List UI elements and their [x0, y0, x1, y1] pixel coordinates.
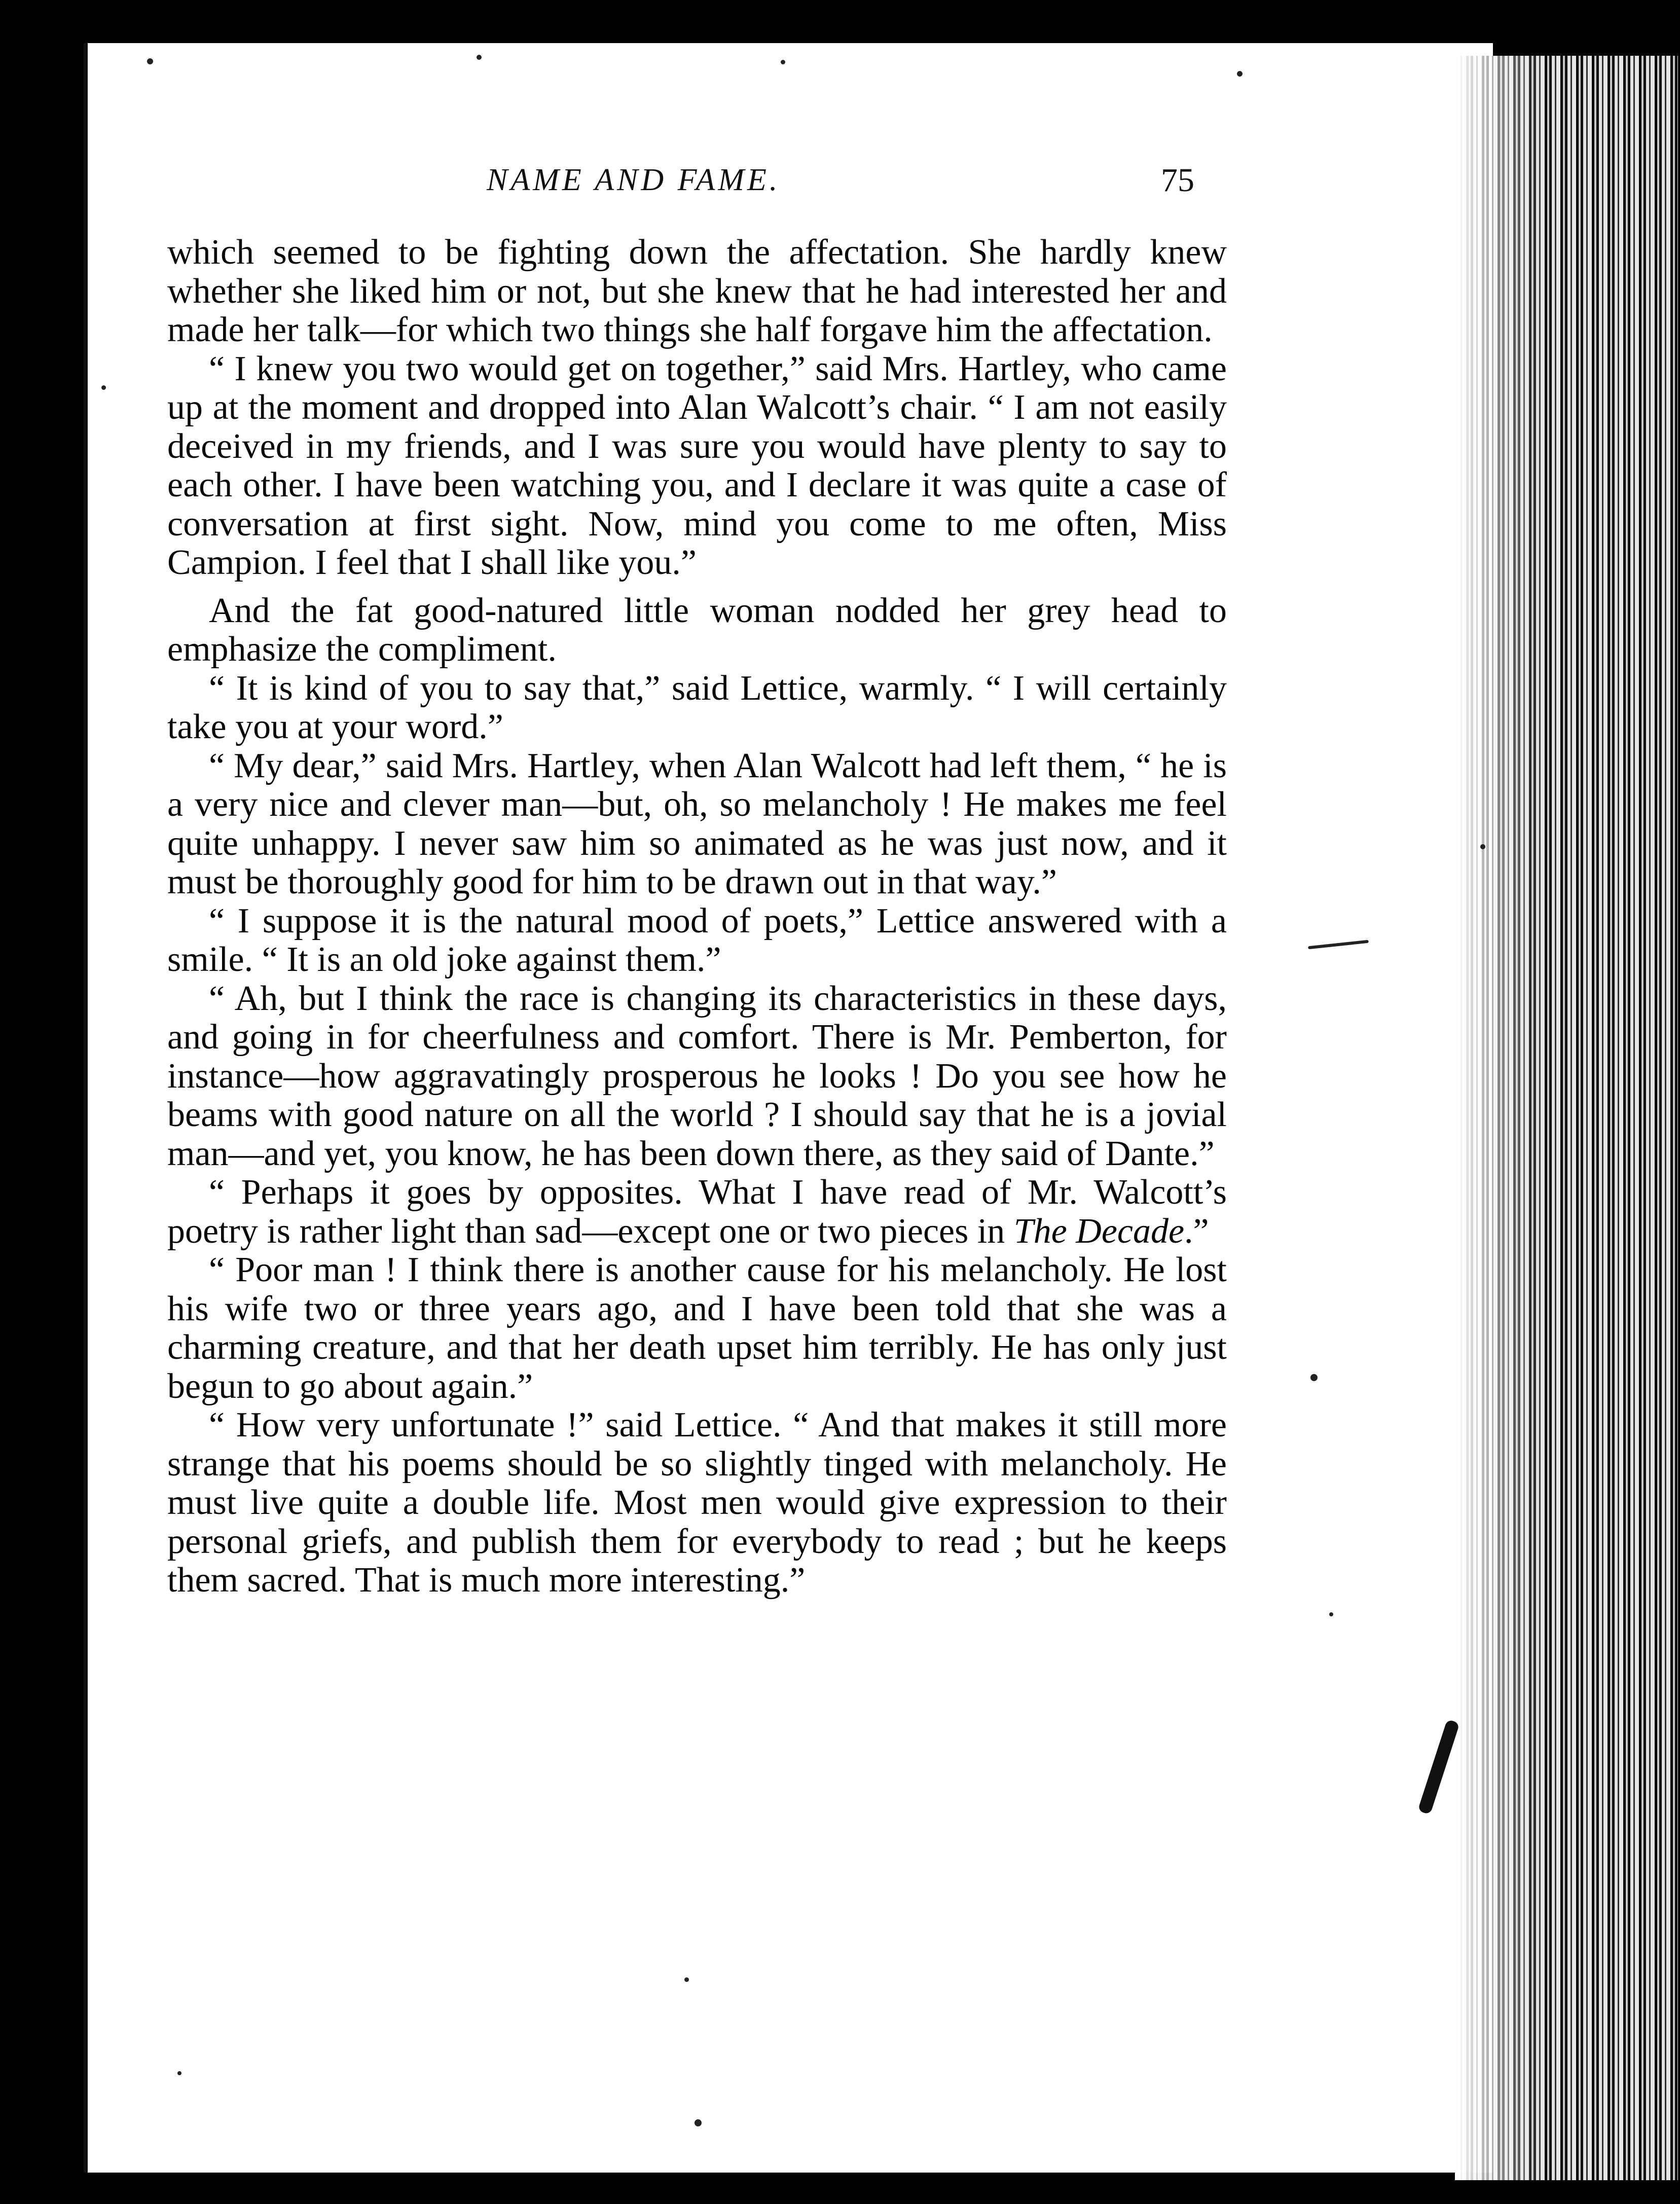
- scan-border-left: [0, 0, 84, 2204]
- paragraph-2: “ I knew you two would get on together,” said Mrs. Hartley, who came up at the moment and dropped into Alan Walcott’s chair. “ I am not easily deceived in my friends, and I was sure you would have plenty to say to each other. I have been watching you, and I declare it was quite a case of conversation at first sight. Now, mind you come to me often, Miss Campion. I feel that I shall like you.”: [167, 349, 1227, 582]
- speck: [477, 55, 482, 60]
- scan-border-bottom: [0, 2170, 1680, 2204]
- paragraph-8-text: “ Perhaps it goes by opposites. What I have read of Mr. Walcott’s poetry is rather light than sad—except one or two pieces in: [167, 1173, 1227, 1251]
- paragraph-9: “ Poor man ! I think there is another cause for his melancholy. He lost his wife two or three years ago, and I have been told that she was a charming creature, and that her death upset him terribly. He has only just begun to go about again.”: [167, 1250, 1227, 1406]
- speck: [1310, 1374, 1318, 1381]
- page-edges-fade: [1455, 56, 1546, 2180]
- paragraph-7: “ Ah, but I think the race is changing its characteristics in these days, and going in for cheerfulness and comfort. There is Mr. Pemberton, for instance—how aggravatingly prosperous he looks ! Do you see how he beams with good nature on all the world ? I should say that he is a jovial man—and yet, you know, he has been down there, as they said of Dante.”: [167, 979, 1227, 1173]
- speck: [177, 2071, 181, 2075]
- page-number: 75: [1161, 162, 1194, 199]
- speck: [781, 60, 785, 64]
- paragraph-6: “ I suppose it is the natural mood of poets,” Lettice answered with a smile. “ It is an old joke against them.”: [167, 901, 1227, 979]
- page-gutter-edge: [84, 43, 88, 2173]
- paragraph-3: And the fat good-natured little woman nodded her grey head to emphasize the compliment.: [167, 591, 1227, 669]
- paragraph-8-end: .”: [1184, 1211, 1209, 1251]
- paragraph-10: “ How very unfortunate !” said Lettice. “ And that makes it still more strange that his poems should be so slightly tinged with melancholy. He must live quite a double life. Most men would give expression to their personal griefs, and publish them for everybody to read ; but he keeps them sacred. That is much more interesting.”: [167, 1405, 1227, 1600]
- speck: [1237, 71, 1243, 77]
- scan-border-top: [0, 0, 1680, 45]
- body-text: [167, 233, 1227, 1600]
- italic-title: The Decade: [1013, 1211, 1185, 1251]
- speck: [1480, 844, 1485, 849]
- speck: [695, 2119, 702, 2126]
- paragraph-8: [167, 1173, 1227, 1251]
- speck: [147, 58, 153, 64]
- paragraph-4: “ It is kind of you to say that,” said Lettice, warmly. “ I will certainly take you at your word.”: [167, 668, 1227, 746]
- speck: [1329, 1612, 1333, 1616]
- paragraph-5: “ My dear,” said Mrs. Hartley, when Alan Walcott had left them, “ he is a very nice and clever man—but, oh, so melancholy ! He makes me feel quite unhappy. I never saw him so animated as he was just now, and it must be thoroughly good for him to be drawn out in that way.”: [167, 746, 1227, 901]
- speck: [101, 385, 106, 390]
- running-head: NAME AND FAME.: [487, 163, 781, 197]
- paragraph-1: which seemed to be fighting down the affectation. She hardly knew whether she liked him or not, but she knew that he had interested her and made her talk—for which two things she half forgave him the affectation.: [167, 233, 1227, 349]
- speck: [684, 1977, 689, 1982]
